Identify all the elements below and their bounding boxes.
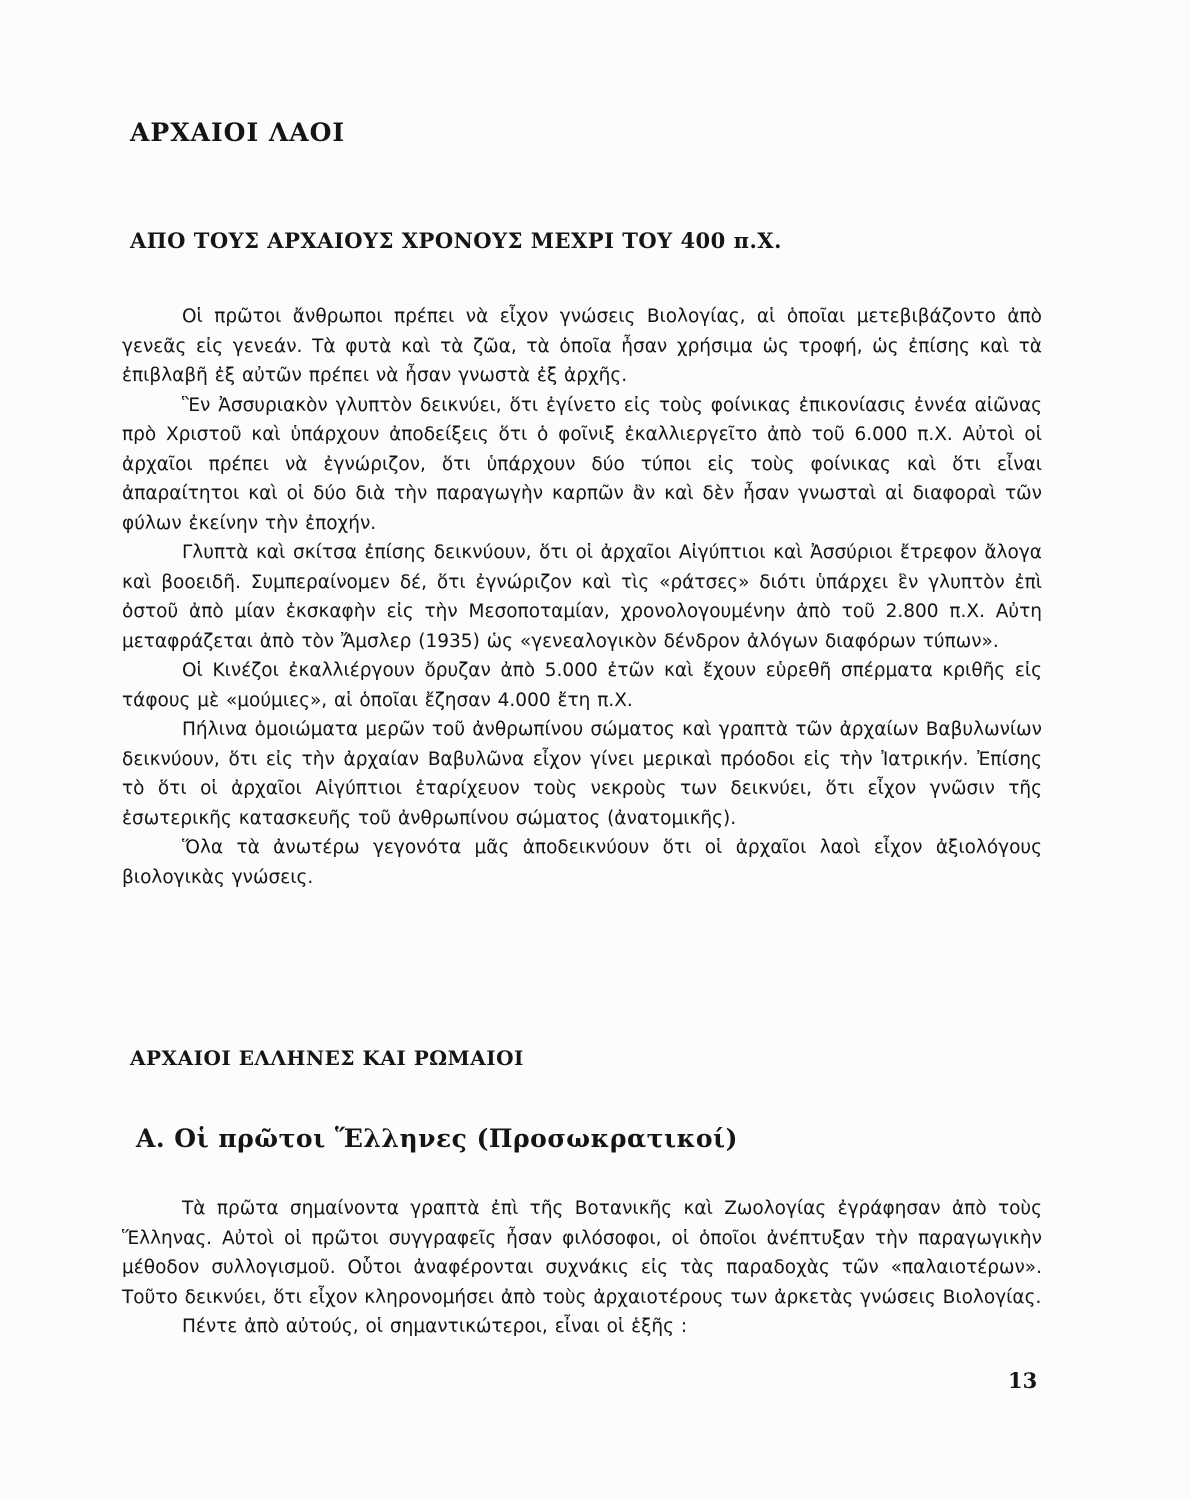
period-heading: ΑΠΟ ΤΟΥΣ ΑΡΧΑΙΟΥΣ ΧΡΟΝΟΥΣ ΜΕΧΡΙ ΤΟΥ 400 π.Χ. [130,228,782,253]
greeks-romans-heading: ΑΡΧΑΙΟΙ ΕΛΛΗΝΕΣ ΚΑΙ ΡΩΜΑΙΟΙ [130,1046,524,1070]
paragraph: Γλυπτὰ καὶ σκίτσα ἐπίσης δεικνύουν, ὅτι οἱ ἀρχαῖοι Αἰγύπτιοι καὶ Ἀσσύριοι ἔτρεφον ἄλογα καὶ βοοειδῆ. Συμπεραίνομεν δέ, ὅτι ἐγνώριζον καὶ τὶς «ράτσες» διότι ὑπάρχει ἓν γλυπτὸν ἐπὶ ὀστοῦ ἀπὸ μίαν ἐκσκαφὴν εἰς τὴν Μεσοποταμίαν, χρονολογουμένην ἀπὸ τοῦ 2.800 π.Χ. Αὐτη μεταφράζεται ἀπὸ τὸν Ἄμσλερ (1935) ὡς «γενεαλογικὸν δένδρον ἀλόγων διαφόρων τύπων». [122,542,1042,652]
presocratics-heading: Α. Οἱ πρῶτοι Ἕλληνες (Προσωκρατικοί) [136,1124,738,1153]
section2-body [122,1194,1042,1342]
paragraph: Ὅλα τὰ ἀνωτέρω γεγονότα μᾶς ἀποδεικνύουν ὅτι οἱ ἀρχαῖοι λαοὶ εἶχον ἀξιολόγους βιολογικὰς γνώσεις. [122,837,1042,888]
paragraph: Πήλινα ὁμοιώματα μερῶν τοῦ ἀνθρωπίνου σώματος καὶ γραπτὰ τῶν ἀρχαίων Βαβυλωνίων δεικνύουν, ὅτι εἰς τὴν ἀρχαίαν Βαβυλῶνα εἶχον γίνει μερικαὶ πρόοδοι εἰς τὴν Ἰατρικήν. Ἐπίσης τὸ ὅτι οἱ ἀρχαῖοι Αἰγύπτιοι ἐταρίχευον τοὺς νεκροὺς των δεικνύει, ὅτι εἶχον γνῶσιν τῆς ἐσωτερικῆς κατασκευῆς τοῦ ἀνθρωπίνου σώματος (ἀνατομικῆς). [122,719,1042,829]
paragraph: Οἱ πρῶτοι ἄνθρωποι πρέπει νὰ εἶχον γνώσεις Βιολογίας, αἱ ὁποῖαι μετεβιβάζοντο ἀπὸ γενεᾶς εἰς γενεάν. Τὰ φυτὰ καὶ τὰ ζῶα, τὰ ὁποῖα ἦσαν χρήσιμα ὡς τροφή, ὡς ἐπίσης καὶ τὰ ἐπιβλαβῆ ἐξ αὐτῶν πρέπει νὰ ἦσαν γνωστὰ ἐξ ἀρχῆς. [122,306,1042,386]
paragraph: Οἱ Κινέζοι ἐκαλλιέργουν ὄρυζαν ἀπὸ 5.000 ἐτῶν καὶ ἔχουν εὑρεθῆ σπέρματα κριθῆς εἰς τάφους μὲ «μούμιες», αἱ ὁποῖαι ἔζησαν 4.000 ἔτη π.Χ. [122,660,1042,711]
paragraph: Πέντε ἀπὸ αὐτούς, οἱ σημαντικώτεροι, εἶναι οἱ ἑξῆς : [182,1316,688,1337]
main-heading: ΑΡΧΑΙΟΙ ΛΑΟΙ [130,118,346,147]
section1-body [122,302,1042,892]
paragraph: Τὰ πρῶτα σημαίνοντα γραπτὰ ἐπὶ τῆς Βοτανικῆς καὶ Ζωολογίας ἐγράφησαν ἀπὸ τοὺς Ἕλληνας. Αὐτοὶ οἱ πρῶτοι συγγραφεῖς ἦσαν φιλόσοφοι, οἱ ὁποῖοι ἀνέπτυξαν τὴν παραγωγικὴν μέθοδον συλλογισμοῦ. Οὗτοι ἀναφέρονται συχνάκις εἰς τὰς παραδοχὰς τῶν «παλαιοτέρων». Τοῦτο δεικνύει, ὅτι εἶχον κληρονομήσει ἀπὸ τοὺς ἀρχαιοτέρους των ἀρκετὰς γνώσεις Βιολογίας. [122,1198,1042,1308]
paragraph: Ἓν Ἀσσυριακὸν γλυπτὸν δεικνύει, ὅτι ἐγίνετο εἰς τοὺς φοίνικας ἐπικονίασις ἐννέα αἰῶνας πρὸ Χριστοῦ καὶ ὑπάρχουν ἀποδείξεις ὅτι ὁ φοῖνιξ ἐκαλλιεργεῖτο ἀπὸ τοῦ 6.000 π.Χ. Αὐτοὶ οἱ ἀρχαῖοι πρέπει νὰ ἐγνώριζον, ὅτι ὑπάρχουν δύο τύποι εἰς τοὺς φοίνικας καὶ ὅτι εἶναι ἀπαραίτητοι καὶ οἱ δύο διὰ τὴν παραγωγὴν καρπῶν ἂν καὶ δὲν ἦσαν γνωσταὶ αἱ διαφοραὶ τῶν φύλων ἐκείνην τὴν ἐποχήν. [122,394,1042,534]
page-number: 13 [1008,1368,1038,1393]
